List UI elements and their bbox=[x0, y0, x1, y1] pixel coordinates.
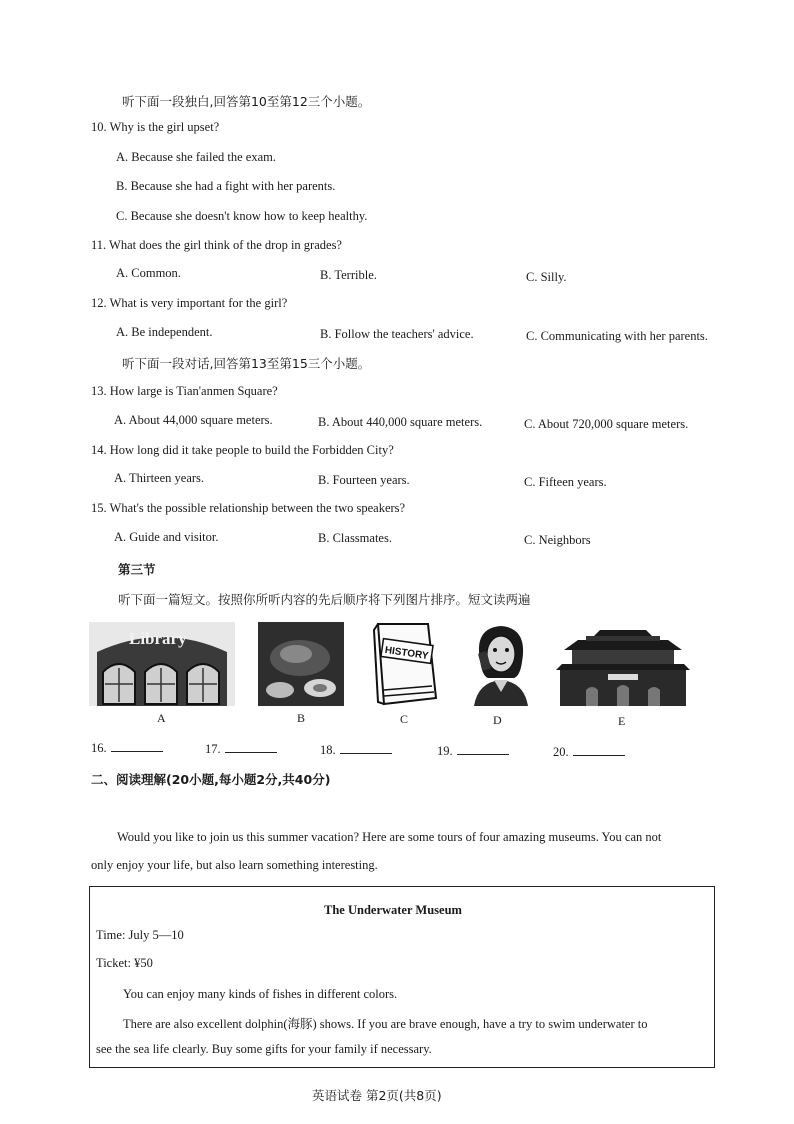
question-13-option-a: A. About 44,000 square meters. bbox=[114, 413, 273, 427]
picture-b-label: B bbox=[297, 711, 306, 725]
question-12-option-c: C. Communicating with her parents. bbox=[526, 329, 708, 343]
part3-instruction: 听下面一篇短文。按照你所听内容的先后顺序将下列图片排序。短文读两遍 bbox=[118, 592, 531, 607]
museum-time: Time: July 5—10 bbox=[96, 928, 184, 942]
question-15-option-a: A. Guide and visitor. bbox=[114, 530, 219, 544]
picture-b-food bbox=[258, 622, 344, 706]
question-13-option-c: C. About 720,000 square meters. bbox=[524, 417, 689, 431]
book-icon bbox=[370, 620, 440, 708]
question-12-option-a: A. Be independent. bbox=[116, 325, 213, 339]
question-10-option-b: B. Because she had a fight with her parents. bbox=[116, 179, 336, 193]
museum-paragraph-2-line-2: see the sea life clearly. Buy some gifts for your family if necessary. bbox=[96, 1042, 432, 1056]
question-15-option-b: B. Classmates. bbox=[318, 531, 392, 545]
answer-line-20 bbox=[573, 745, 625, 756]
museum-paragraph-2-line-1: There are also excellent dolphin(海豚) shows. If you are brave enough, have a try to swim underwater to bbox=[123, 1017, 648, 1031]
answer-blank-19-number: 19. bbox=[437, 744, 453, 758]
question-10-option-c: C. Because she doesn't know how to keep healthy. bbox=[116, 209, 368, 223]
library-sign: Library bbox=[129, 629, 187, 648]
question-14-option-b: B. Fourteen years. bbox=[318, 473, 410, 487]
picture-d-label: D bbox=[493, 713, 502, 727]
question-11-option-c: C. Silly. bbox=[526, 270, 567, 284]
reading-section-title: 二、阅读理解(20小题,每小题2分,共40分) bbox=[91, 772, 331, 787]
question-10-stem: 10. Why is the girl upset? bbox=[91, 120, 220, 134]
answer-blank-17-number: 17. bbox=[205, 742, 221, 756]
question-15-stem: 15. What's the possible relationship between the two speakers? bbox=[91, 501, 406, 515]
instruction-10-12: 听下面一段独白,回答第10至第12三个小题。 bbox=[122, 94, 371, 109]
part3-title: 第三节 bbox=[118, 562, 156, 577]
picture-c-label: C bbox=[400, 712, 409, 726]
question-11-option-b: B. Terrible. bbox=[320, 268, 377, 282]
question-15-option-c: C. Neighbors bbox=[524, 533, 591, 547]
answer-blank-20[interactable] bbox=[553, 745, 625, 760]
phone-call-icon bbox=[470, 620, 532, 706]
question-12-stem: 12. What is very important for the girl? bbox=[91, 296, 288, 310]
museum-ticket: Ticket: ¥50 bbox=[96, 956, 153, 970]
library-icon bbox=[89, 622, 235, 706]
answer-blank-16-number: 16. bbox=[91, 741, 107, 755]
question-13-option-b: B. About 440,000 square meters. bbox=[318, 415, 483, 429]
picture-c-history-book bbox=[370, 620, 440, 708]
museum-paragraph-1: You can enjoy many kinds of fishes in different colors. bbox=[123, 987, 398, 1001]
picture-a-label: A bbox=[157, 711, 166, 725]
picture-e-tiananmen bbox=[556, 628, 690, 708]
picture-a-library bbox=[89, 622, 235, 706]
answer-line-18 bbox=[340, 743, 392, 754]
question-11-option-a: A. Common. bbox=[116, 266, 181, 280]
question-14-option-c: C. Fifteen years. bbox=[524, 475, 607, 489]
question-12-option-b: B. Follow the teachers' advice. bbox=[320, 327, 474, 341]
page-footer: 英语试卷 第2页(共8页) bbox=[312, 1088, 442, 1103]
question-13-stem: 13. How large is Tian'anmen Square? bbox=[91, 384, 278, 398]
answer-blank-18[interactable] bbox=[320, 743, 392, 758]
instruction-13-15: 听下面一段对话,回答第13至第15三个小题。 bbox=[122, 356, 371, 371]
reading-intro-line-2: only enjoy your life, but also learn something interesting. bbox=[91, 858, 378, 872]
answer-blank-18-number: 18. bbox=[320, 743, 336, 757]
answer-line-19 bbox=[457, 744, 509, 755]
question-11-stem: 11. What does the girl think of the drop in grades? bbox=[91, 238, 342, 252]
answer-line-17 bbox=[225, 742, 277, 753]
picture-d-woman-phone bbox=[470, 620, 532, 706]
question-14-stem: 14. How long did it take people to build the Forbidden City? bbox=[91, 443, 394, 457]
answer-blank-19[interactable] bbox=[437, 744, 509, 759]
question-14-option-a: A. Thirteen years. bbox=[114, 471, 205, 485]
reading-intro-line-1: Would you like to join us this summer vacation? Here are some tours of four amazing museums. You can not bbox=[117, 830, 662, 844]
question-10-option-a: A. Because she failed the exam. bbox=[116, 150, 277, 164]
answer-blank-16[interactable] bbox=[91, 741, 163, 756]
picture-e-label: E bbox=[618, 714, 626, 728]
food-icon bbox=[258, 622, 344, 706]
gate-tower-icon bbox=[556, 628, 690, 708]
answer-blank-20-number: 20. bbox=[553, 745, 569, 759]
answer-blank-17[interactable] bbox=[205, 742, 277, 757]
museum-title: The Underwater Museum bbox=[324, 903, 462, 917]
answer-line-16 bbox=[111, 741, 163, 752]
history-sign: HISTORY bbox=[384, 644, 430, 662]
